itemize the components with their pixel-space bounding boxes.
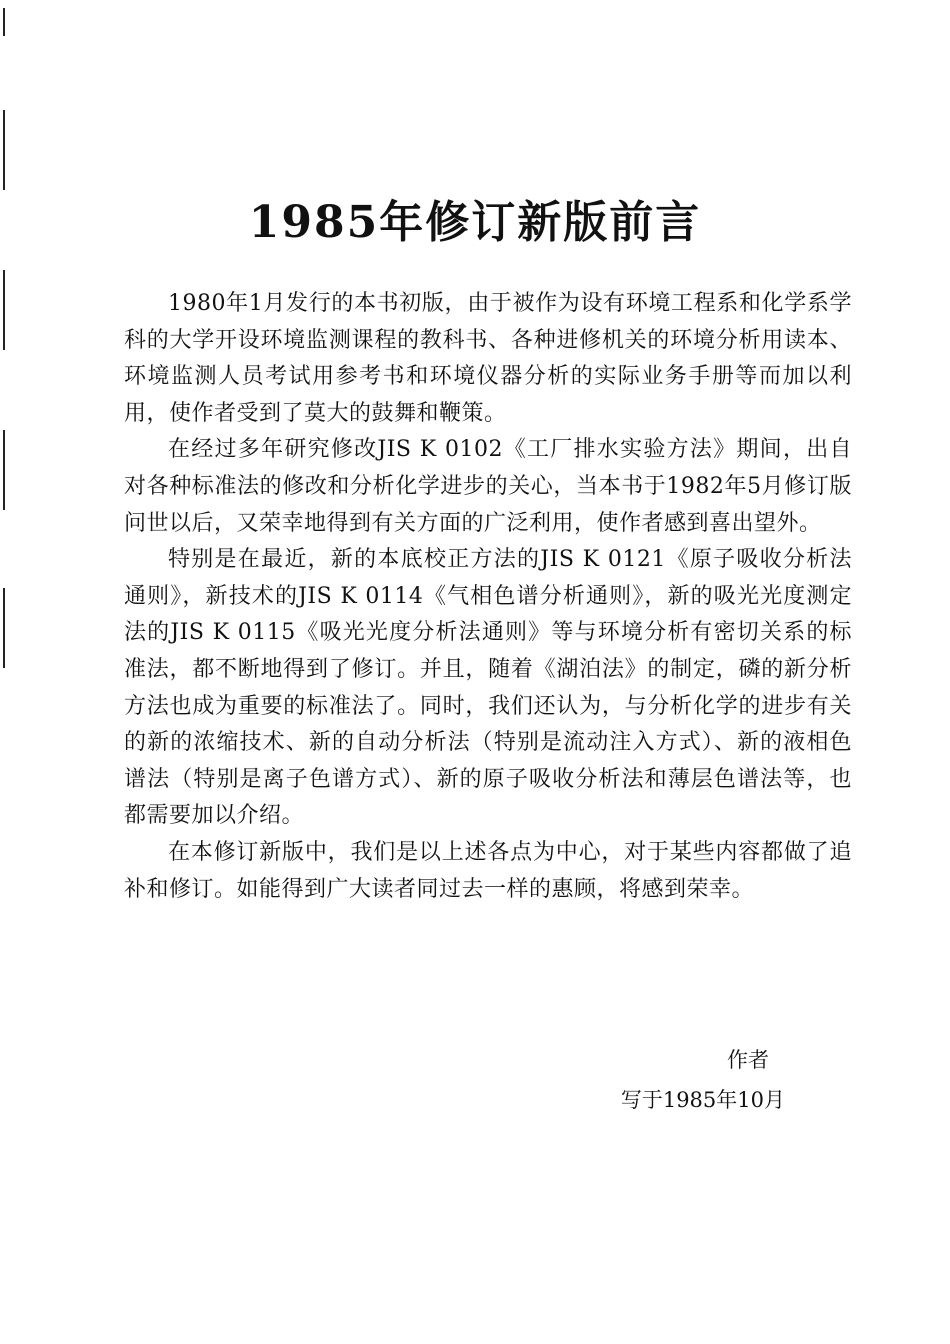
signature-block (621, 1040, 785, 1120)
author-label: 作者 (727, 1048, 769, 1072)
margin-mark (3, 270, 5, 350)
page-title: 1985年修订新版前言 (248, 197, 702, 248)
margin-mark (3, 110, 5, 190)
margin-mark (3, 8, 5, 36)
preface-body (124, 286, 852, 908)
written-date: 写于1985年10月 (620, 1088, 785, 1112)
paragraph: 在本修订新版中，我们是以上述各点为中心，对于某些内容都做了追补和修订。如能得到广大读者同过去一样的惠顾，将感到荣幸。 (124, 839, 852, 902)
margin-mark (3, 430, 5, 510)
paragraph: 在经过多年研究修改JIS K 0102《工厂排水实验方法》期间，出自对各种标准法的修改和分析化学进步的关心，当本书于1982年5月修订版问世以后，又荣幸地得到有关方面的广泛利用，使作者感到喜出望外。 (124, 437, 852, 536)
margin-mark (3, 588, 5, 668)
paragraph: 1980年1月发行的本书初版，由于被作为设有环境工程系和化学系学科的大学开设环境监测课程的教科书、各种进修机关的环境分析用读本、环境监测人员考试用参考书和环境仪器分析的实际业务手册等而加以利用，使作者受到了莫大的鼓舞和鞭策。 (124, 291, 852, 426)
paragraph: 特别是在最近，新的本底校正方法的JIS K 0121《原子吸收分析法通则》，新技术的JIS K 0114《气相色谱分析通则》，新的吸光光度测定法的JIS K 0115《吸光光度分析法通则》等与环境分析有密切关系的标准法，都不断地得到了修订。并且，随着《湖泊法》的制定，磷的新分析方法也成为重要的标准法了。同时，我们还认为，与分析化学的进步有关的新的浓缩技术、新的自动分析法（特别是流动注入方式）、新的液相色谱法（特别是离子色谱方式）、新的原子吸收分析法和薄层色谱法等，也都需要加以介绍。 (124, 547, 852, 829)
